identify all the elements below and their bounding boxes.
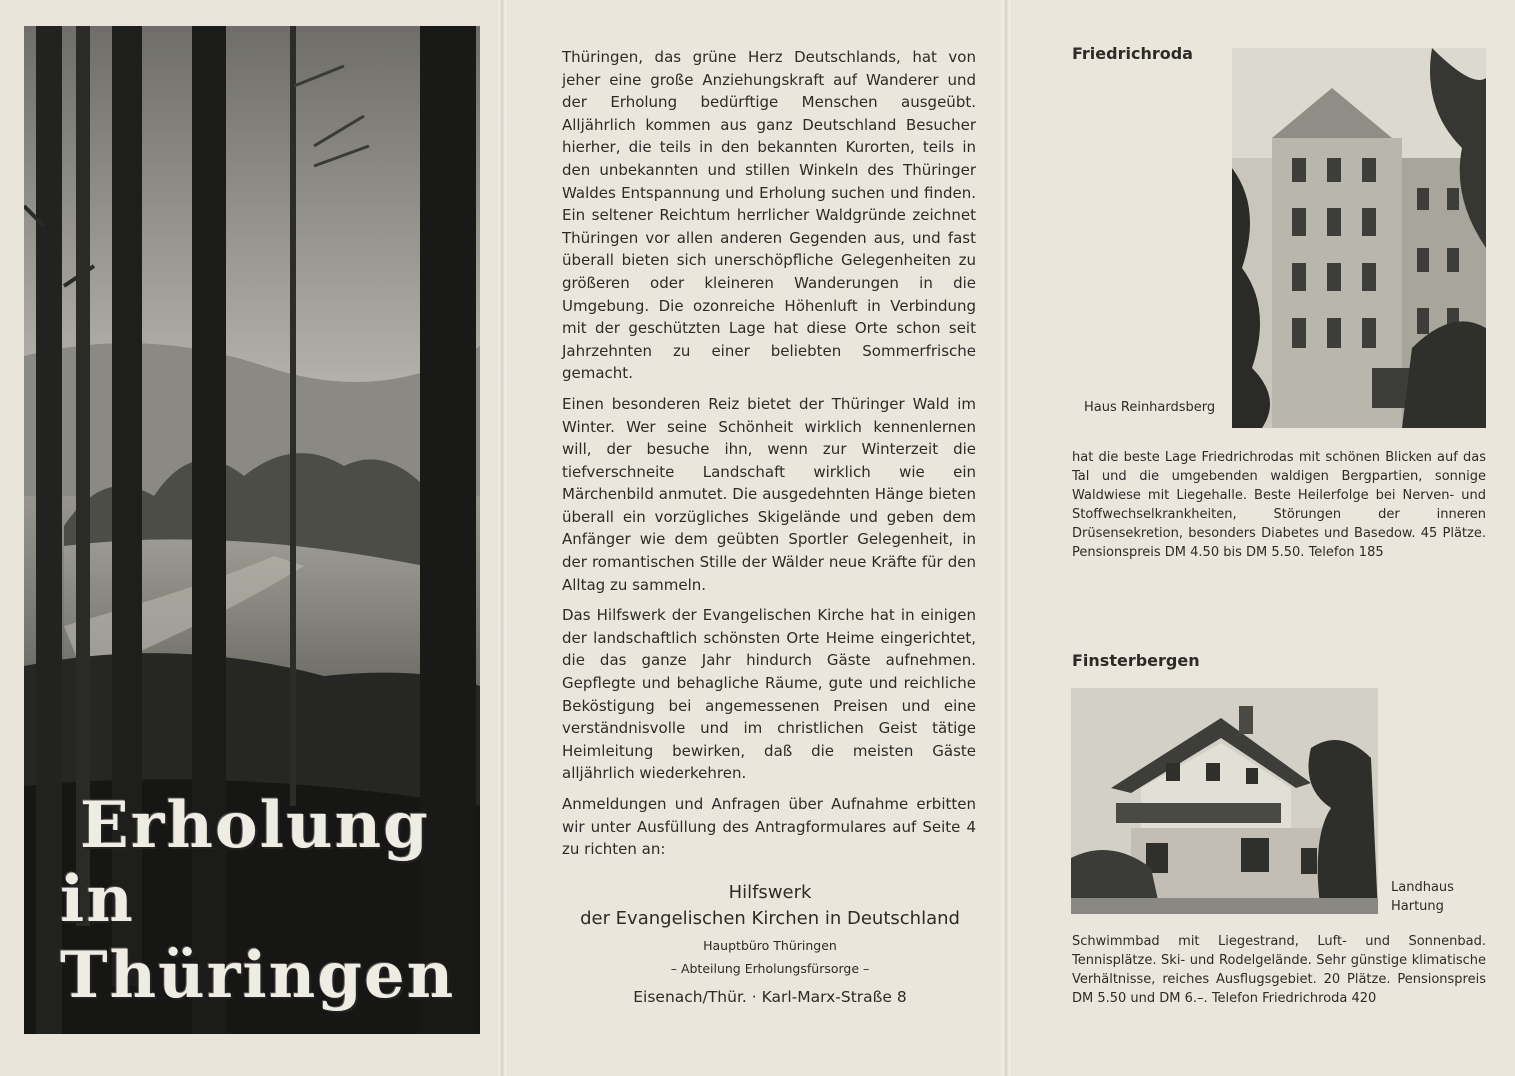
cover-title xyxy=(60,788,456,1014)
organization-address-block xyxy=(560,880,980,1012)
place-heading-friedrichroda: Friedrichroda xyxy=(1072,44,1193,63)
cover-title-line2: in Thüringen xyxy=(60,862,456,1013)
place-heading-finsterbergen: Finsterbergen xyxy=(1072,651,1200,670)
fold-line xyxy=(498,0,506,1076)
registration-paragraph: Anmeldungen und Anfragen über Aufnahme erbitten wir unter Ausfüllung des Antragformulares auf Seite 4 zu richten an: xyxy=(562,795,976,859)
description-haus-reinhardsberg: hat die beste Lage Friedrichrodas mit schönen Blicken auf das Tal und die umgebenden waldigen Bergpartien, sonnige Waldwiese mit Liegehalle. Beste Heilerfolge bei Nerven- und Stoffwechselkrankheiten, Störungen der inneren Drüsensekretion, besonders Diabetes und Basedow. 45 Plätze. Pensionspreis DM 4.50 bis DM 5.50. Telefon 185 xyxy=(1072,450,1486,560)
caption-landhaus-hartung xyxy=(1391,878,1454,916)
caption-landhaus-hartung-line1: Landhaus xyxy=(1391,880,1454,895)
org-address: Eisenach/Thür. · Karl-Marx-Straße 8 xyxy=(633,988,907,1006)
cover-panel xyxy=(0,0,500,1076)
caption-haus-reinhardsberg: Haus Reinhardsberg xyxy=(1084,400,1216,415)
org-office: Hauptbüro Thüringen xyxy=(703,938,837,953)
haus-reinhardsberg-photo xyxy=(1232,48,1486,428)
cover-title-line1: Erholung xyxy=(80,788,430,863)
org-name-line2: der Evangelischen Kirchen in Deutschland xyxy=(580,908,960,929)
caption-landhaus-hartung-line2: Hartung xyxy=(1391,899,1444,914)
org-name-line1: Hilfswerk xyxy=(728,882,812,903)
winter-paragraph: Einen besonderen Reiz bietet der Thüringer Wald im Winter. Wer seine Schönheit wirklich kennenlernen will, der besuche ihn, wenn zur Winterzeit die tiefverschneite Landschaft wirklich wie ein Märchenbild anmutet. Die ausgedehnten Hänge bieten überall ein vorzügliches Skigelände und geben dem Anfänger wie dem geübten Sportler Gelegenheit, in der romantischen Stille der Wälder neue Kräfte für den Alltag zu sammeln. xyxy=(562,394,976,594)
description-landhaus-hartung: Schwimmbad mit Liegestrand, Luft- und Sonnenbad. Tennisplätze. Ski- und Rodelgelände. Sehr günstige klimatische Verhältnisse, reiches Ausflugsgebiet. 20 Plätze. Pensionspreis DM 5.50 und DM 6.–. Telefon Friedrichroda 420 xyxy=(1072,934,1486,1006)
hilfswerk-paragraph: Das Hilfswerk der Evangelischen Kirche hat in einigen der landschaftlich schönsten Orte Heime eingerichtet, die das ganze Jahr hindurch Gäste aufnehmen. Gepflegte und behagliche Räume, gute und reichliche Beköstigung bei angemessenen Preisen und eine verständnisvolle und im christlichen Geist tätige Heimleitung bewirken, daß die meisten Gäste alljährlich wiederkehren. xyxy=(562,606,976,783)
intro-paragraph: Thüringen, das grüne Herz Deutschlands, hat von jeher eine große Anziehungskraft auf Wanderer und der Erholung bedürftige Menschen ausgeübt. Alljährlich kommen aus ganz Deutschland Besucher hierher, die teils in den bekannten Kurorten, teils in den unbekannten und stillen Winkeln des Thüringer Waldes Entspannung und Erholung suchen und finden. Ein seltener Reichtum herrlicher Waldgründe zeichnet Thüringen vor allen anderen Gegenden aus, und fast überall bieten sich unerschöpfliche Gelegenheiten zu größeren oder kleineren Wanderungen in die Umgebung. Die ozonreiche Höhenluft in Verbindung mit der geschützten Lage hat diese Orte schon seit Jahrzehnten zu einer beliebten Sommerfrische gemacht. xyxy=(562,48,976,383)
fold-line xyxy=(1002,0,1010,1076)
intro-text xyxy=(562,46,976,869)
org-department: – Abteilung Erholungsfürsorge – xyxy=(670,961,870,976)
landhaus-hartung-photo xyxy=(1071,688,1378,914)
